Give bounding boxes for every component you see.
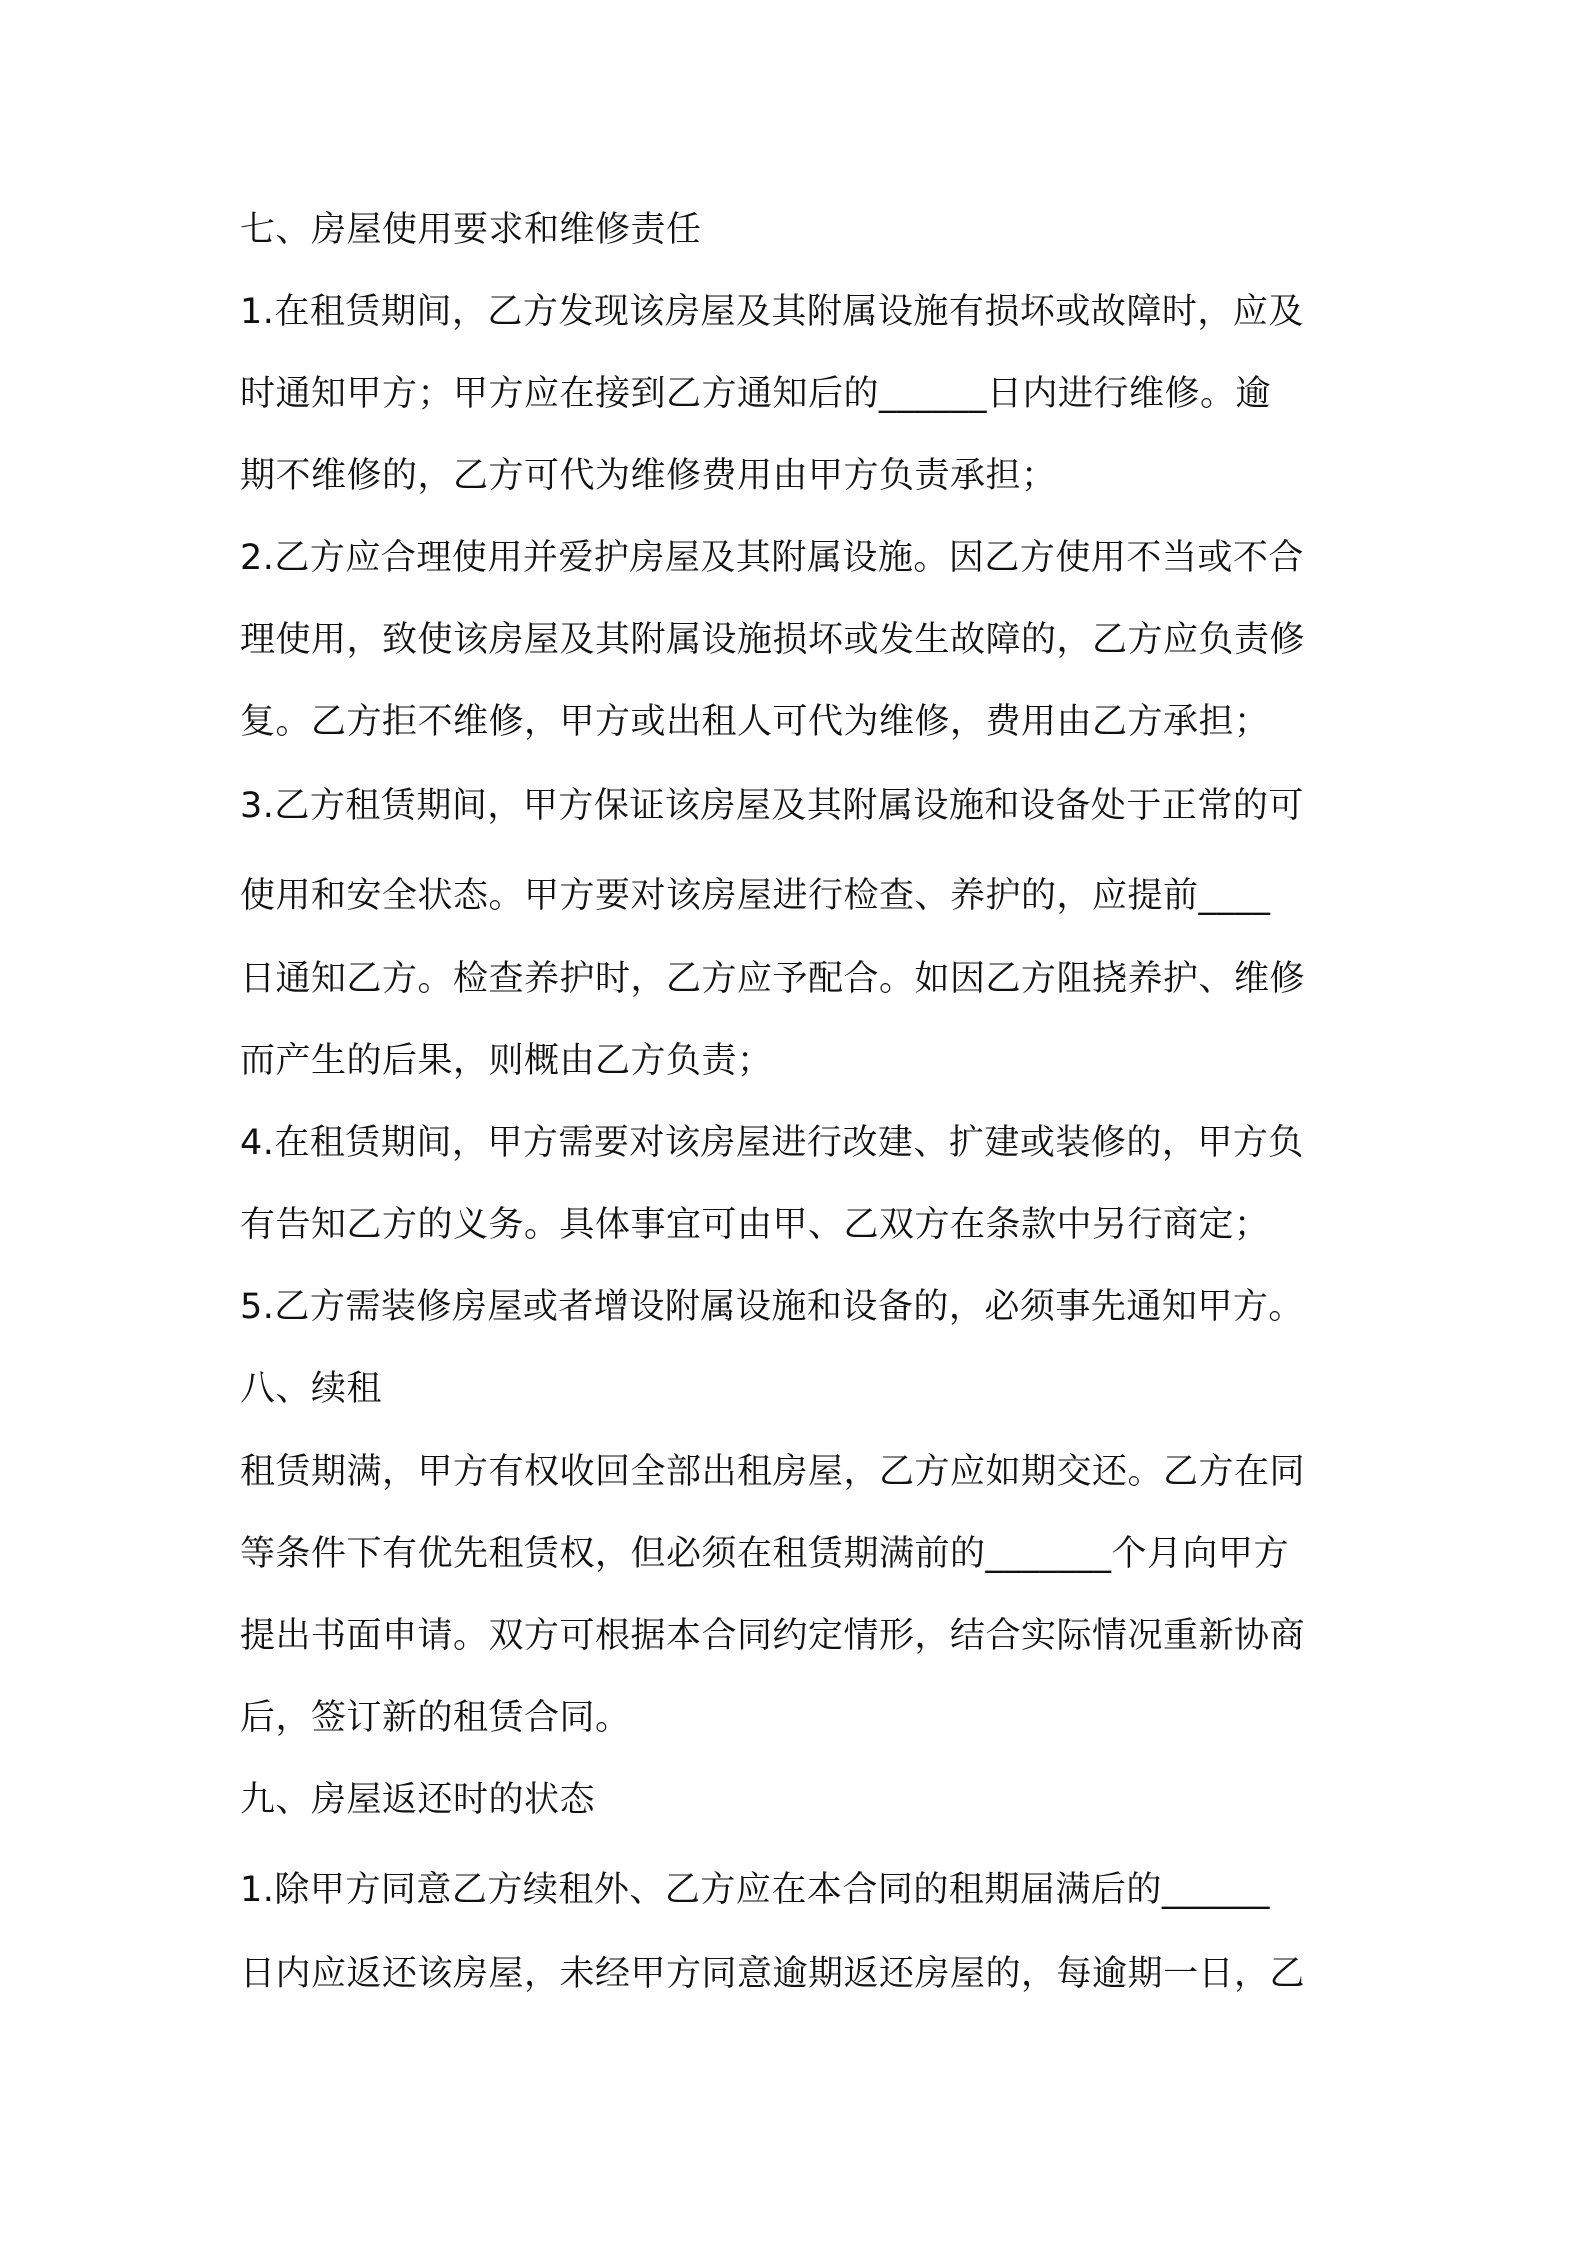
- paragraph-line: 3.乙方租赁期间，甲方保证该房屋及其附属设施和设备处于正常的可: [240, 786, 1304, 826]
- section-heading-8: 八、续租: [240, 1369, 383, 1409]
- paragraph-line: 2.乙方应合理使用并爱护房屋及其附属设施。因乙方使用不当或不合: [240, 538, 1304, 578]
- section-heading-9: 九、房屋返还时的状态: [240, 1780, 596, 1820]
- paragraph-line: 使用和安全状态。甲方要对该房屋进行检查、养护的，应提前____: [240, 876, 1271, 916]
- paragraph-line: 4.在租赁期间，甲方需要对该房屋进行改建、扩建或装修的，甲方负: [240, 1123, 1304, 1163]
- paragraph-line: 而产生的后果，则概由乙方负责；: [240, 1041, 773, 1081]
- paragraph-line: 时通知甲方；甲方应在接到乙方通知后的______日内进行维修。逾: [240, 374, 1272, 414]
- paragraph-line: 有告知乙方的义务。具体事宜可由甲、乙双方在条款中另行商定；: [240, 1205, 1270, 1245]
- paragraph-line: 日通知乙方。检查养护时，乙方应予配合。如因乙方阻挠养护、维修: [240, 959, 1306, 999]
- paragraph-line: 期不维修的，乙方可代为维修费用由甲方负责承担；: [240, 456, 1057, 496]
- paragraph-line: 租赁期满，甲方有权收回全部出租房屋，乙方应如期交还。乙方在同: [240, 1452, 1306, 1492]
- paragraph-line: 1.在租赁期间，乙方发现该房屋及其附属设施有损坏或故障时，应及: [240, 292, 1304, 332]
- paragraph-line: 1.除甲方同意乙方续租外、乙方应在本合同的租期届满后的______: [240, 1870, 1270, 1910]
- paragraph-line: 理使用，致使该房屋及其附属设施损坏或发生故障的，乙方应负责修: [240, 620, 1306, 660]
- paragraph-line: 日内应返还该房屋，未经甲方同意逾期返还房屋的，每逾期一日，乙: [240, 1954, 1306, 1994]
- section-heading-7: 七、房屋使用要求和维修责任: [240, 210, 702, 250]
- paragraph-line: 复。乙方拒不维修，甲方或出租人可代为维修，费用由乙方承担；: [240, 702, 1270, 742]
- paragraph-line: 后，签订新的租赁合同。: [240, 1698, 631, 1738]
- paragraph-line: 5.乙方需装修房屋或者增设附属设施和设备的，必须事先通知甲方。: [240, 1287, 1304, 1327]
- paragraph-line: 等条件下有优先租赁权，但必须在租赁期满前的_______个月向甲方: [240, 1534, 1290, 1574]
- paragraph-line: 提出书面申请。双方可根据本合同约定情形，结合实际情况重新协商: [240, 1616, 1306, 1656]
